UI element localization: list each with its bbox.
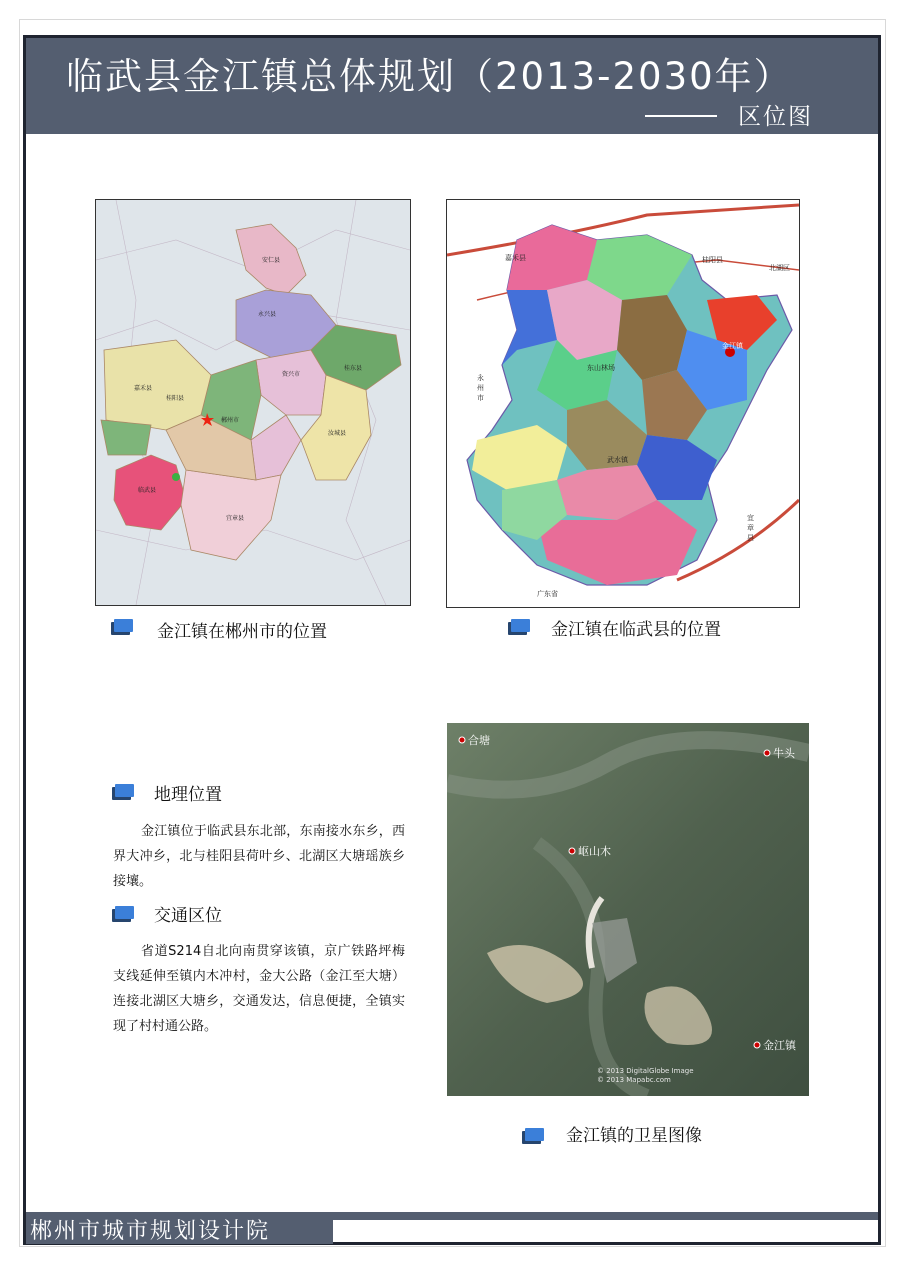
subtitle-dash xyxy=(645,115,717,117)
svg-text:州: 州 xyxy=(477,384,484,392)
svg-text:临武县: 临武县 xyxy=(138,487,157,494)
svg-text:东山林场: 东山林场 xyxy=(587,364,615,372)
caption-bullet-icon xyxy=(511,619,530,632)
chenzhou-map xyxy=(95,199,411,606)
svg-text:桂阳县: 桂阳县 xyxy=(702,256,723,264)
svg-text:资兴市: 资兴市 xyxy=(282,371,301,378)
svg-text:© 2013 DigitalGlobe Image: © 2013 DigitalGlobe Image xyxy=(597,1067,694,1075)
svg-text:桂阳县: 桂阳县 xyxy=(166,395,185,402)
traffic-heading: 交通区位 xyxy=(154,906,222,926)
satellite-image xyxy=(447,723,809,1096)
geo-heading: 地理位置 xyxy=(154,785,222,805)
footer-strip xyxy=(333,1212,878,1220)
svg-text:嘉禾县: 嘉禾县 xyxy=(134,385,153,392)
linwu-map-caption: 金江镇在临武县的位置 xyxy=(551,620,721,640)
svg-text:广东省: 广东省 xyxy=(537,590,558,598)
page-subtitle: 区位图 xyxy=(738,104,813,130)
linwu-map xyxy=(446,199,800,608)
geo-text: 金江镇位于临武县东北部，东南接水东乡，西界大冲乡，北与桂阳县荷叶乡、北湖区大塘瑶族乡接壤。 xyxy=(113,824,405,889)
svg-text:永: 永 xyxy=(477,374,484,382)
svg-text:北湖区: 北湖区 xyxy=(769,264,790,272)
svg-text:© 2013 Mapabc.com: © 2013 Mapabc.com xyxy=(597,1076,671,1084)
title-banner xyxy=(26,38,878,134)
svg-text:汝城县: 汝城县 xyxy=(328,430,347,437)
section-bullet-icon xyxy=(115,784,134,797)
svg-text:桂东县: 桂东县 xyxy=(344,365,363,372)
svg-text:郴州市: 郴州市 xyxy=(221,417,240,424)
svg-text:金江镇: 金江镇 xyxy=(722,342,743,350)
page-title: 临武县金江镇总体规划（2013-2030年） xyxy=(66,55,793,98)
svg-text:宜: 宜 xyxy=(747,514,754,522)
svg-text:金江镇: 金江镇 xyxy=(763,1039,796,1052)
caption-bullet-icon xyxy=(525,1128,544,1141)
sat-label: 合塘 xyxy=(468,734,490,747)
svg-text:县: 县 xyxy=(747,534,754,542)
svg-text:牛头: 牛头 xyxy=(773,747,795,760)
chenzhou-map-caption: 金江镇在郴州市的位置 xyxy=(157,622,327,642)
footer-bar xyxy=(26,1212,333,1244)
caption-bullet-icon xyxy=(114,619,133,632)
svg-text:武水镇: 武水镇 xyxy=(607,456,628,464)
svg-text:嘉禾县: 嘉禾县 xyxy=(505,254,526,262)
traffic-text: 省道S214自北向南贯穿该镇，京广铁路坪梅支线延伸至镇内木冲村，金大公路（金江至大塘）连接北湖区大塘乡，交通发达，信息便捷，全镇实现了村村通公路。 xyxy=(113,944,405,1034)
section-bullet-icon xyxy=(115,906,134,919)
svg-text:永兴县: 永兴县 xyxy=(258,311,277,318)
svg-text:安仁县: 安仁县 xyxy=(262,257,281,264)
svg-text:岖山木: 岖山木 xyxy=(578,845,611,858)
satellite-caption: 金江镇的卫星图像 xyxy=(566,1126,702,1146)
svg-text:宜章县: 宜章县 xyxy=(226,515,245,522)
svg-text:市: 市 xyxy=(477,394,484,402)
svg-text:章: 章 xyxy=(747,524,754,532)
footer-org: 郴州市城市规划设计院 xyxy=(30,1219,271,1244)
